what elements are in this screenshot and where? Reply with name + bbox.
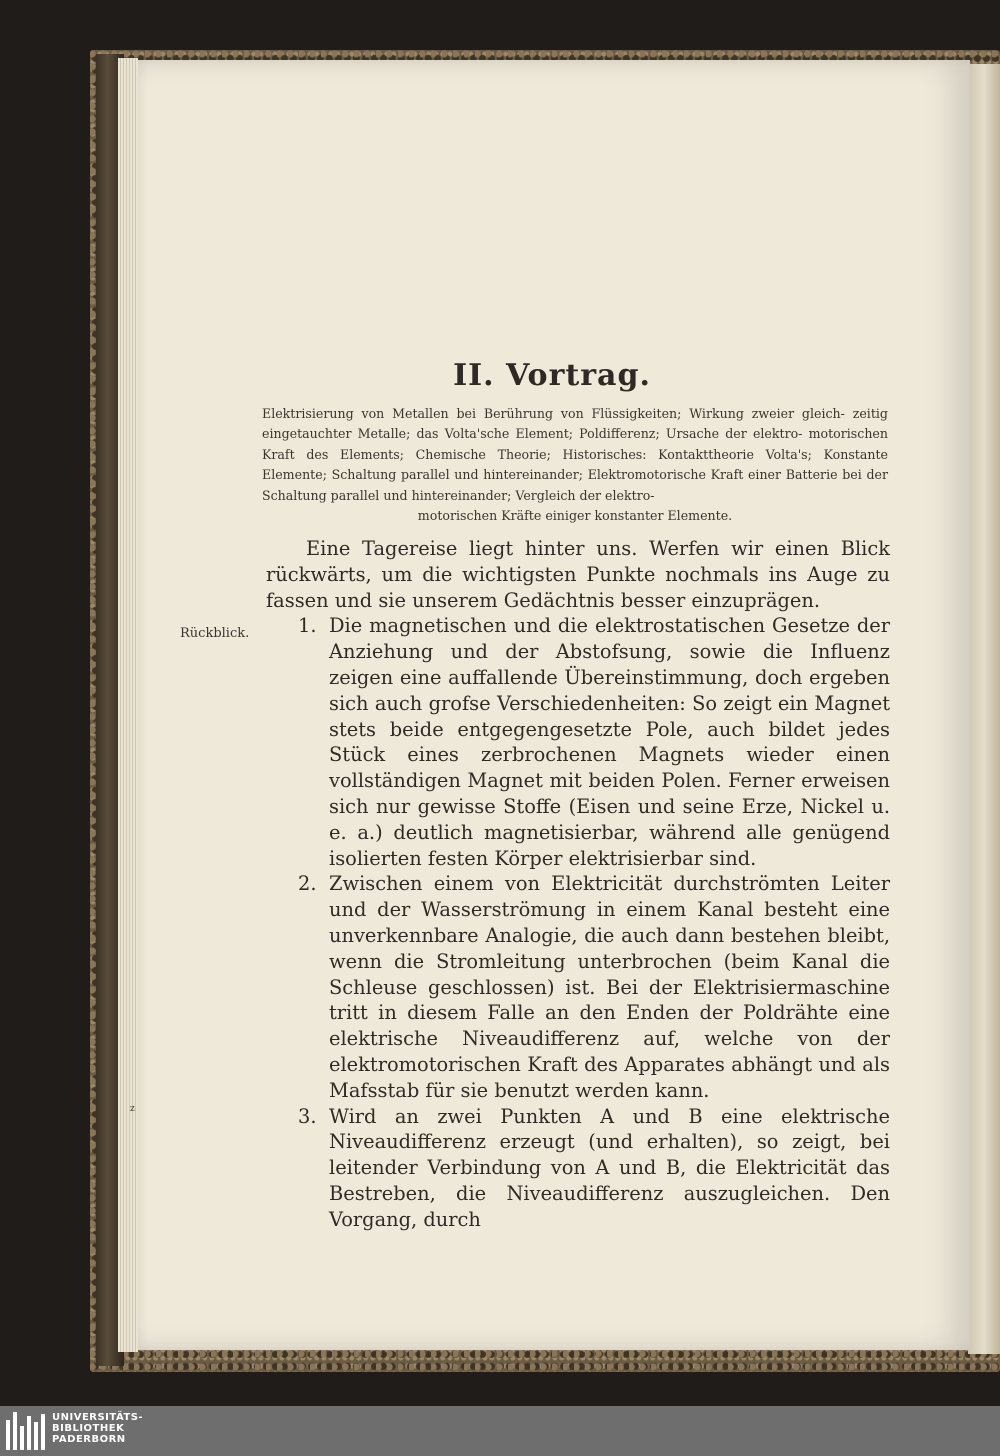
library-name — [52, 1412, 143, 1445]
margin-note: Rückblick. — [180, 626, 250, 641]
chapter-title: II. Vortrag. — [453, 358, 651, 393]
library-name-line: PADERBORN — [52, 1434, 126, 1445]
library-name-line: BIBLIOTHEK — [52, 1423, 125, 1434]
list-item — [266, 1104, 890, 1233]
page-stack-edges — [118, 58, 138, 1352]
item-number: 3. — [298, 1104, 317, 1128]
item-text: Wird an zwei Punkten A und B eine elektrische Niveaudifferenz erzeugt (und erhalten), so zeigt, bei leitender Verbindung von A und B, die Elektricität das Bestreben, die Niveaudifferenz auszugleichen. Den Vorgang, durch — [329, 1104, 890, 1231]
intro-paragraph: Eine Tagereise liegt hinter uns. Werfen wir einen Blick rückwärts, um die wichtigsten Punkte nochmals ins Auge zu fassen und sie unserem Gedächtnis besser einzuprägen. — [266, 537, 890, 612]
item-text: Die magnetischen und die elektrostatischen Gesetze der Anziehung und der Abstofsung, sowie die Influenz zeigen eine auffallende Übereinstimmung, doch ergeben sich auch grofse Verschiedenheiten: So zeigt ein Magnet stets beide entgegengesetzte Pole, auch bildet jedes Stück eines zerbrochenen Magnets wieder einen vollständigen Magnet mit beiden Polen. Ferner erweisen sich nur gewisse Stoffe (Eisen und seine Erze, Nickel u. e. a.) deutlich magnetisierbar, während alle genügend isolierten festen Körper elektrisierbar sind. — [329, 614, 890, 870]
summary-line: motorischen Kraft des Elements; Chemische Theorie; Historisches: Kontakttheorie Volta's; — [262, 426, 888, 462]
summary-line: Elektrisierung von Metallen bei Berührung von Flüssigkeiten; Wirkung zweier gleich- — [262, 406, 853, 421]
adjacent-page-edge — [968, 64, 1000, 1354]
library-footer — [0, 1406, 1000, 1456]
list-item — [266, 613, 890, 871]
item-number: 2. — [298, 872, 317, 896]
chapter-summary — [262, 404, 888, 526]
list-item — [266, 871, 890, 1103]
library-name-line: UNIVERSITÄTS- — [52, 1412, 144, 1423]
margin-mark: z — [130, 1104, 135, 1114]
item-number: 1. — [298, 614, 317, 638]
summary-line: motorischen Kräfte einiger konstanter Elemente. — [417, 508, 733, 524]
summary-line: zeitig eingetauchter Metalle; das Volta'sche Element; Poldifferenz; Ursache der elektro- — [262, 406, 888, 442]
summary-line: Konstante Elemente; Schaltung parallel und hintereinander; Elektromotorische Kraft — [262, 446, 888, 483]
summary-line: einer Batterie bei der Schaltung parallel und hintereinander; Vergleich der elektro- — [262, 467, 888, 503]
body-text — [266, 536, 890, 1233]
library-logo-icon — [6, 1410, 46, 1450]
item-text: Zwischen einem von Elektricität durchströmten Leiter und der Wasserströmung in einem Kanal besteht eine unverkennbare Analogie, die auch dann bestehen bleibt, wenn die Stromleitung unterbrochen (beim Kanal die Schleuse geschlossen) ist. Bei der Elektrisiermaschine tritt in diesem Falle an den Enden der Poldrähte eine elektrische Niveaudifferenz auf, welche von der elektromotorischen Kraft des Apparates abhängt und als Mafsstab für sie benutzt werden kann. — [329, 872, 890, 1102]
